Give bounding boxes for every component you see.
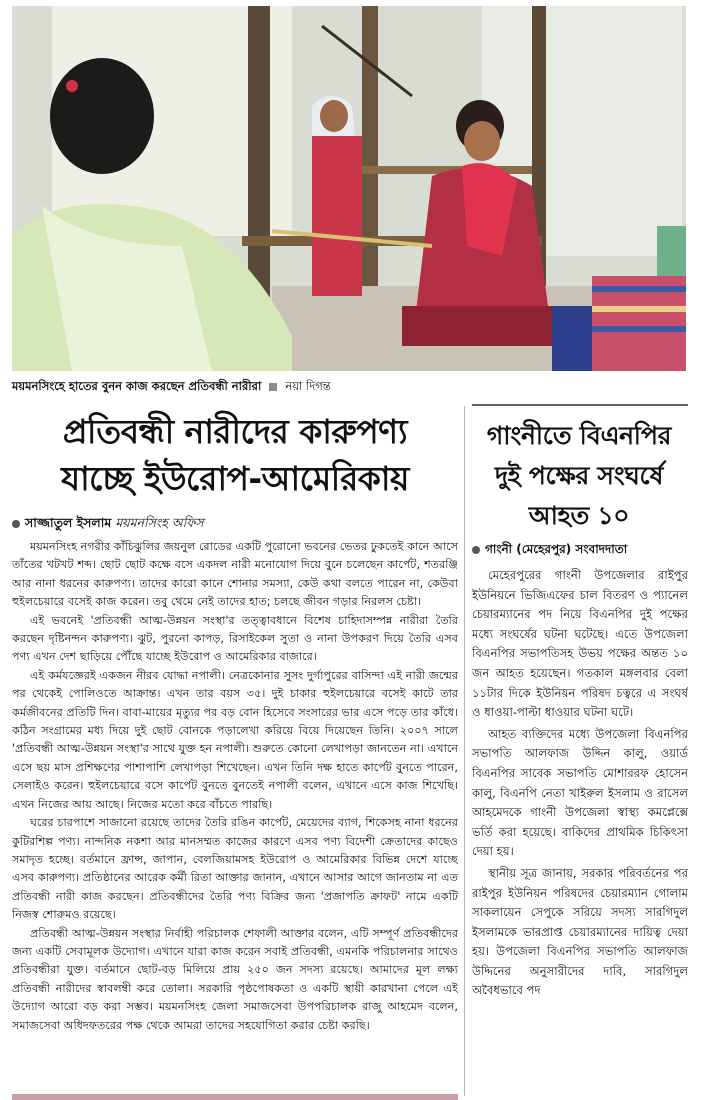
photo-credit: নয়া দিগন্ত — [285, 379, 331, 393]
main-headline-line: প্রতিবন্ধী নারীদের কারুপণ্য — [62, 412, 408, 451]
side-article-body — [472, 566, 688, 1096]
main-headline-line: যাচ্ছে ইউরোপ-আমেরিকায় — [61, 459, 409, 498]
reporter-name: সাজ্জাতুল ইসলাম — [25, 515, 112, 530]
side-headline-line: গাংনীতে বিএনপির — [486, 421, 672, 450]
article-paragraph: ময়মনসিংহ নগরীর কাঁচিঝুলির জয়নুল রোডের একটি পুরোনো ভবনের ভেতর ঢুকতেই কানে আসে তাঁতের খটখট শব্দ। ছোট ছোট কক্ষে বসে একদল নারী মনোযোগ দিয়ে বুনে চলেছেন কার্পেট, শতরঞ্জি আর নানা ধরনের কারুপণ্য। তাদের কারো কানে শোনার সমস্যা, কেউ কথা বলতে পারেন না, কেউবা হুইলচেয়ারে বসেই কাজ করেন। তবু থেমে নেই তাদের হাত; চলছে জীবন গড়ার নিরলস চেষ্টা। — [12, 540, 458, 609]
reporter-office: ময়মনসিংহ অফিস — [115, 515, 204, 530]
main-article-body — [12, 538, 458, 1094]
bullet-icon — [472, 546, 480, 554]
news-photo — [12, 6, 686, 371]
bullet-icon — [12, 520, 20, 528]
bottom-image-strip — [12, 1094, 458, 1100]
photo-caption — [12, 376, 692, 396]
caption-separator-icon — [269, 383, 277, 391]
main-headline — [12, 408, 458, 502]
side-headline-line: আহত ১০ — [528, 501, 630, 530]
article-paragraph: এই কর্মযজ্ঞেরই একজন নীরব যোদ্ধা নপালী। নেত্রকোনার সুসং দুর্গাপুরের বাসিন্দা এই নারী জন্মের পর থেকেই পোলিওতে আক্রান্ত। এখন তার বয়স ৩৫। দুই চাকার হুইলচেয়ারে বসেই কাটে তার কর্মজীবনের প্রতিটি দিন। বাবা-মায়ের মৃত্যুর পর বড় বোন হিসেবে সংসারের ভার এসে পড়ে তার কাঁধে। কঠিন সংগ্রামের মধ্য দিয়ে দুই ছোট বোনকে পড়ালেখা করিয়ে বিয়ে দিয়েছেন তিনি। ২০০৭ সালে 'প্রতিবন্ধী আত্ম-উন্নয়ন সংস্থা'র সাথে যুক্ত হন নপালী। শুরুতে কোনো লেখাপড়া জানতেন না। এখানে এসে ছয় মাস প্রশিক্ষণের পাশাপাশি লেখাপড়া শিখেছেন। এখন তিনি দক্ষ হাতে কার্পেট বুনতে পারেন, সেলাইও করেন। হুইলচেয়ারে বসে কার্পেট বুনতে বুনতেই নপালী বলেন, এখানে এসে কাজ শিখেছি। এখন নিজের আয় আছে। নিজের মতো করে বাঁচতে পারছি। — [12, 668, 458, 811]
side-column-top-rule — [472, 404, 688, 406]
weaving-workshop-image — [12, 6, 686, 371]
column-divider — [464, 406, 465, 1096]
side-byline — [472, 538, 688, 560]
main-byline — [12, 512, 458, 534]
caption-text: ময়মনসিংহে হাতের বুনন কাজ করছেন প্রতিবন্ধী নারীরা — [12, 379, 262, 393]
article-paragraph: এই ভবনেই 'প্রতিবন্ধী আত্ম-উন্নয়ন সংস্থা'র তত্ত্বাবধানে বিশেষ চাহিদাসম্পন্ন নারীরা তৈরি করছেন দৃষ্টিনন্দন কারুপণ্য। ঝুট, পুরনো কাপড়, রিসাইকেল সুতা ও নানা উপকরণ দিয়ে তৈরি এসব পণ্য এখন দেশ ছাড়িয়ে পৌঁছে যাচ্ছে ইউরোপ ও আমেরিকার বাজারে। — [12, 613, 458, 664]
article-paragraph: প্রতিবন্ধী আত্ম-উন্নয়ন সংস্থার নির্বাহী পরিচালক শেফালী আক্তার বলেন, এটি সম্পূর্ণ প্রতিবন্ধীদের জন্য একটি সেবামূলক উদ্যোগ। এখানে যারা কাজ করেন সবাই প্রতিবন্ধী, এমনকি পরিচালনার সাথেও প্রতিবন্ধীরা যুক্ত। বর্তমানে ছোট-বড় মিলিয়ে প্রায় ২৫০ জন সদস্য রয়েছে। আমাদের মূল লক্ষ্য প্রতিবন্ধী নারীদের স্বাবলম্বী করে তোলা। সরকারি পৃষ্ঠপোষকতা ও একটি স্থায়ী কারখানা পেলে এই উদ্যোগ আরো বড় করা সম্ভব। ময়মনসিংহ জেলা সমাজসেবা উপপরিচালক রাজু আহমেদ বলেন, সমাজসেবা অধিদফতরের পক্ষ থেকে আমরা তাদের সহযোগিতা করার চেষ্টা করছি। — [12, 926, 458, 1032]
article-paragraph: স্থানীয় সূত্র জানায়, সরকার পরিবর্তনের পর রাইপুর ইউনিয়ন পরিষদের চেয়ারম্যান গোলাম সাকলায়েন সেপুকে সরিয়ে সদস্য সারগিদুল ইসলামকে ভারপ্রাপ্ত চেয়ারম্যানের দায়িত্ব দেয়া হয়। উপজেলা বিএনপির সভাপতি আলফাজ উদ্দিনের অনুসারীদের দাবি, সারগিদুল অবৈধভাবে পদ — [472, 865, 688, 998]
side-headline-line: দুই পক্ষের সংঘর্ষে — [494, 461, 664, 490]
article-paragraph: মেহেরপুরের গাংনী উপজেলার রাইপুর ইউনিয়নে ভিজিএফের চাল বিতরণ ও প্যানেল চেয়ারম্যানের পদ নিয়ে বিএনপির দুই পক্ষের মধ্যে সংঘর্ষের ঘটনা ঘটেছে। এতে উপজেলা বিএনপির সভাপতিসহ উভয় পক্ষের অন্তত ১০ জন আহত হয়েছেন। গতকাল মঙ্গলবার বেলা ১১টার দিকে ইউনিয়ন পরিষদ চত্বরে এ সংঘর্ষ ও ধাওয়া-পাল্টা ধাওয়ার ঘটনা ঘটে। — [472, 568, 688, 720]
article-paragraph: ঘরের চারপাশে সাজানো রয়েছে তাদের তৈরি রঙিন কার্পেট, মেয়েদের ব্যাগ, শিকেসহ নানা ধরনের কুটিরশিল্প পণ্য। নান্দনিক নকশা আর মানসম্মত কাজের কারণে এসব পণ্য বিদেশী ক্রেতাদের কাছেও সমাদৃত হচ্ছে। বর্তমানে ফ্রান্স, জাপান, বেলজিয়ামসহ ইউরোপ ও আমেরিকার বিভিন্ন দেশে যাচ্ছে এসব কারুপণ্য। প্রতিষ্ঠানের আরেক কর্মী রিতা আক্তার জানান, এখানে আসার আগে জানতাম না এত প্রতিবন্ধী নারী কাজ করছেন। প্রতিবন্ধীদের তৈরি পণ্য বিক্রির জন্য 'প্রজাপতি ক্রাফট' নামে একটি নিজস্ব শোরুমও রয়েছে। — [12, 816, 458, 922]
side-headline — [470, 416, 688, 536]
article-paragraph: আহত ব্যক্তিদের মধ্যে উপজেলা বিএনপির সভাপতি আলফাজ উদ্দিন কালু, ওয়ার্ড বিএনপির সাবেক সভাপতি মোশাররফ হোসেন কালু, বিএনপি নেতা খাইরুল ইসলাম ও রাসেল আহমেদকে গাংনী উপজেলা স্বাস্থ্য কমপ্লেক্সে ভর্তি করা হয়েছে। বাকিদের প্রাথমিক চিকিৎসা দেয়া হয়। — [472, 726, 688, 859]
side-reporter: গাংনী (মেহেরপুর) সংবাদদাতা — [485, 542, 628, 556]
